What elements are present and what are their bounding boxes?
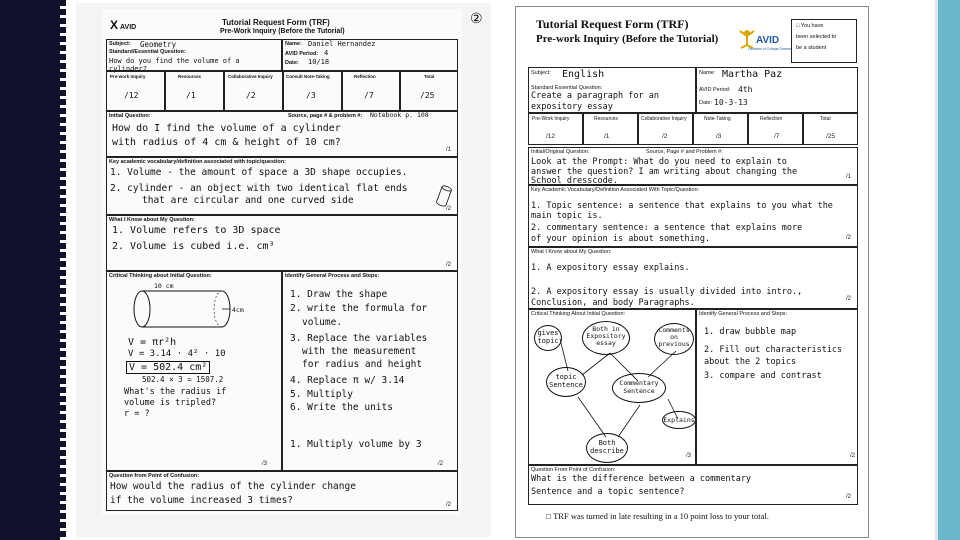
confusion-points: /2: [446, 502, 452, 508]
step-line: about the 2 topics: [704, 357, 797, 367]
bubble-node: Commentary Sentence: [612, 373, 666, 403]
score-header: Total: [424, 74, 435, 79]
know-label: What I Know about My Question:: [109, 217, 195, 223]
critical-points: /3: [686, 453, 692, 459]
score-header: Reflection: [760, 116, 783, 122]
step-line: 1. Multiply volume by 3: [290, 439, 422, 450]
score-header: Total: [820, 116, 831, 122]
score-value: /25: [826, 133, 836, 140]
step-line: 3. Replace the variables: [290, 333, 428, 344]
work-line: 502.4 × 3 = 1507.2: [142, 375, 224, 384]
confusion-line: Sentence and a topic sentence?: [531, 487, 685, 497]
initial-points: /1: [846, 174, 852, 180]
period-value: 4th: [738, 85, 753, 94]
step-line: 2. write the formula for: [290, 303, 428, 314]
score-value: /12: [124, 91, 139, 100]
vocab-line: 1. Volume - the amount of space a 3D shape occupies.: [110, 167, 408, 178]
vocab-label: Key Academic Vocabulary/Definition Associated With Topic/Question:: [531, 187, 700, 193]
source-value: Notebook p. 108: [370, 111, 429, 119]
page-marker: ②: [470, 11, 483, 27]
score-header: Collaborative Inquiry: [228, 74, 273, 79]
source-label: Source, Page # and Problem #:: [646, 149, 723, 155]
process-label: Identify General Process and Steps:: [699, 311, 788, 317]
right-accent-strip: [938, 0, 960, 540]
score-value: /7: [774, 133, 780, 140]
vocab-label: Key academic vocabulary/definition associated with topic/question:: [109, 159, 286, 165]
score-value: /1: [604, 133, 610, 140]
initial-question-line: with radius of 4 cm & height of 10 cm?: [112, 137, 341, 148]
initial-question-line: Look at the Prompt: What do you need to explain to: [531, 157, 787, 167]
step-line: 1. draw bubble map: [704, 327, 797, 337]
subject-label: Subject:: [531, 70, 551, 76]
know-line: Conclusion, and body Paragraphs.: [531, 298, 695, 308]
cylinder-radius-label: 4cm: [232, 306, 244, 314]
score-value: /2: [662, 133, 668, 140]
avid-star-logo-icon: [736, 27, 758, 49]
notice-line: □ You have: [796, 23, 824, 29]
vocab-line: main topic is.: [531, 211, 603, 221]
essential-question-value: How do you find the volume of a cylinder?: [109, 57, 240, 73]
bubble-node: topic Sentence: [546, 367, 586, 397]
score-value: /3: [306, 91, 316, 100]
confusion-label: Question From Point of Confusion:: [531, 467, 616, 473]
work-line: volume is tripled?: [124, 398, 217, 408]
avid-logo-subtext: Decades of College Dreams: [748, 47, 792, 51]
know-points: /2: [846, 296, 852, 302]
score-value: /25: [420, 91, 435, 100]
confusion-line: How would the radius of the cylinder change: [110, 481, 356, 492]
subject-value: Geometry: [140, 40, 177, 49]
process-points: /2: [438, 461, 444, 467]
score-table: [106, 71, 458, 111]
form-subtitle: Pre-work Inquiry (Before the Tutorial): [536, 33, 719, 45]
essential-question-label: Standard Essential Question:: [531, 85, 603, 91]
date-label: Date:: [699, 100, 713, 106]
initial-question-line: How do I find the volume of a cylinder: [112, 123, 341, 134]
critical-thinking-label: Critical Thinking About Initial Question:: [531, 311, 626, 317]
confusion-line: if the volume increased 3 times?: [110, 495, 294, 506]
know-line: 1. Volume refers to 3D space: [112, 225, 281, 236]
score-value: /1: [186, 91, 196, 100]
confusion-line: What is the difference between a commentary: [531, 474, 752, 484]
date-label: Date:: [285, 60, 299, 66]
form-subtitle: Pre-Work Inquiry (Before the Tutorial): [220, 28, 345, 35]
cylinder-height-label: 10 cm: [154, 282, 174, 290]
initial-question-label: Initial Question:: [109, 113, 151, 119]
score-value: /3: [716, 133, 722, 140]
critical-thinking-label: Critical Thinking about Initial Question:: [109, 273, 212, 279]
know-line: 2. Volume is cubed i.e. cm³: [112, 241, 275, 252]
work-line: V = 3.14 · 4² · 10: [128, 349, 226, 359]
score-header: Collaborative Inquiry: [641, 116, 687, 122]
left-border-strip: [0, 0, 66, 540]
form-title: Tutorial Request Form (TRF): [222, 18, 330, 27]
know-line: 1. A expository essay explains.: [531, 263, 690, 273]
svg-text:AVID: AVID: [120, 24, 137, 31]
score-header: Resources: [178, 74, 202, 79]
work-line: V = πr²h: [128, 337, 177, 348]
score-header: Pre-work Inquiry: [110, 74, 146, 79]
subject-label: Subject:: [109, 41, 131, 47]
cylinder-diagram-icon: [126, 285, 236, 333]
initial-points: /1: [446, 147, 452, 153]
late-penalty-note: □ TRF was turned in late resulting in a 10 point loss to your total.: [546, 511, 769, 521]
left-form-scan: [76, 3, 491, 537]
step-line: 1. Draw the shape: [290, 289, 388, 300]
score-value: /12: [546, 133, 556, 140]
step-line: volume.: [302, 317, 343, 328]
score-header: Consult Note-Taking: [286, 74, 330, 79]
step-line: with the measurement: [302, 346, 417, 357]
subject-value: English: [562, 69, 605, 80]
vocab-line: 2. cylinder - an object with two identical flat ends: [110, 183, 408, 194]
vocab-points: /2: [846, 235, 852, 241]
essential-question-line: Create a paragraph for an: [531, 91, 659, 101]
right-form-scan: [515, 6, 869, 538]
score-header: Note-Taking: [704, 116, 731, 122]
step-line: for radius and height: [302, 359, 423, 370]
notice-line: be a student: [796, 45, 827, 51]
cylinder-sketch-icon: [436, 185, 452, 207]
name-label: Name:: [285, 41, 302, 47]
vocab-line: 2. commentary sentence: a sentence that explains more: [531, 223, 803, 233]
bubble-node: Both describe: [586, 433, 628, 463]
svg-text:X: X: [110, 18, 119, 31]
step-line: 3. compare and contrast: [704, 371, 822, 381]
initial-question-label: Initial/Original Question:: [531, 149, 590, 155]
know-label: What I Know about My Question:: [531, 249, 612, 255]
score-table: [528, 113, 858, 145]
vocab-line: 1. Topic sentence: a sentence that explains to you what the: [531, 201, 833, 211]
form-title: Tutorial Request Form (TRF): [536, 17, 689, 31]
avid-logo: [110, 17, 144, 31]
step-line: 4. Replace π w/ 3.14: [290, 375, 405, 386]
score-value: /7: [364, 91, 374, 100]
process-label: Identify General Process and Steps:: [285, 273, 380, 279]
bubble-node: Both in Expository essay: [582, 321, 630, 355]
essential-question-line: expository essay: [531, 102, 613, 112]
step-line: 6. Write the units: [290, 402, 393, 413]
source-label: Source, page # & problem #:: [288, 113, 363, 119]
name-label: Name:: [699, 70, 716, 76]
vocab-line: of your opinion is about something.: [531, 234, 711, 244]
critical-points: /3: [262, 461, 268, 467]
initial-question-line: School dresscode.: [531, 176, 618, 186]
name-value: Martha Paz: [722, 69, 783, 80]
score-header: Pre-Work Inquiry: [532, 116, 570, 122]
work-line: r = ?: [124, 409, 150, 419]
period-label: AVID Period:: [285, 51, 319, 57]
confusion-label: Question from Point of Confusion:: [109, 473, 200, 479]
name-value: Daniel Hernandez: [308, 40, 376, 48]
left-form-paper: [102, 9, 483, 515]
vocab-points: /2: [446, 206, 452, 212]
vocab-line: that are circular and one curved side: [142, 195, 354, 206]
avid-logo-text: AVID: [756, 35, 780, 46]
essential-question-label: Standard/Essential Question:: [109, 49, 186, 55]
work-line-boxed: V = 502.4 cm²: [126, 361, 210, 374]
score-header: Resources: [594, 116, 618, 122]
step-line: 2. Fill out characteristics: [704, 345, 843, 355]
period-label: AVID Period:: [699, 87, 731, 93]
bubble-node: Comments on previous: [654, 323, 694, 355]
process-points: /2: [850, 453, 856, 459]
notice-line: been selected to: [796, 34, 837, 40]
period-value: 4: [324, 49, 329, 57]
work-line: What's the radius if: [124, 387, 227, 397]
know-line: 2. A expository essay is usually divided into intro.,: [531, 287, 803, 297]
step-line: 5. Multiply: [290, 389, 353, 400]
know-points: /2: [446, 262, 452, 268]
score-header: Reflection: [354, 74, 376, 79]
date-value: 10-3-13: [714, 98, 748, 107]
date-value: 10/18: [308, 58, 330, 66]
confusion-points: /2: [846, 494, 852, 500]
dotted-edge: [60, 0, 66, 540]
bubble-node: Explains: [662, 411, 696, 429]
score-value: /2: [246, 91, 256, 100]
initial-question-line: answer the question? I am writing about changing the: [531, 167, 798, 177]
bubble-node: gives topic: [534, 325, 562, 351]
